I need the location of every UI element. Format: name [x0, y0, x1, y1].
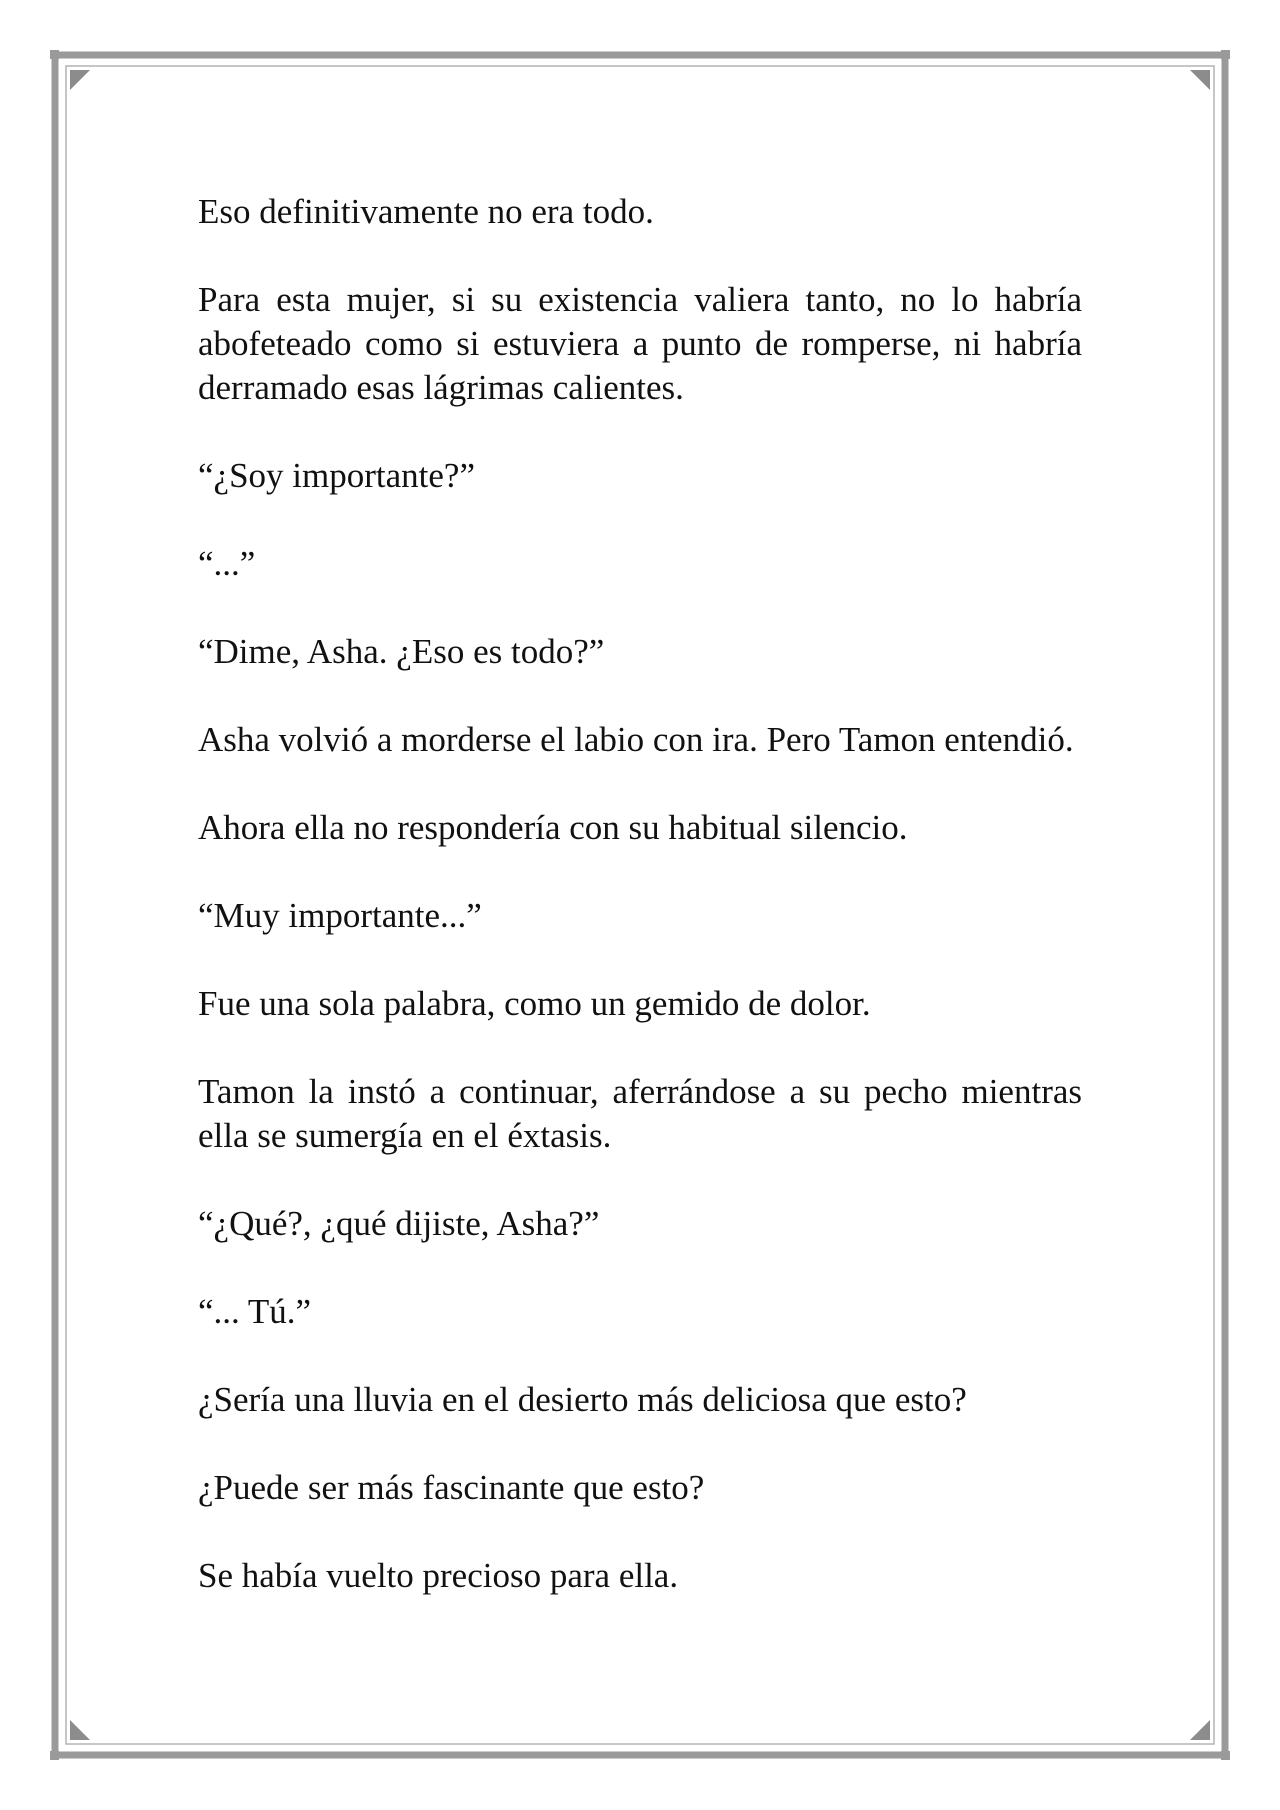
paragraph: Tamon la instó a continuar, aferrándose a su pecho mientras ella se sumergía en el éxtasis.: [198, 1072, 1082, 1155]
dialogue-line: “¿Qué?, ¿qué dijiste, Asha?”: [198, 1204, 600, 1243]
paragraph: Asha volvió a morderse el labio con ira. Pero Tamon entendió.: [198, 720, 1074, 759]
paragraph: Ahora ella no respondería con su habitual silencio.: [198, 808, 908, 847]
dialogue-line: “Muy importante...”: [198, 896, 482, 935]
paragraph: Para esta mujer, si su existencia valiera tanto, no lo habría abofeteado como si estuviera a punto de romperse, ni habría derramado esas lágrimas calientes.: [198, 280, 1082, 407]
dialogue-line: “...”: [198, 544, 256, 583]
dialogue-line: “¿Soy importante?”: [198, 456, 475, 495]
paragraph: Fue una sola palabra, como un gemido de dolor.: [198, 984, 871, 1023]
page-body-text: [198, 190, 1082, 1598]
paragraph: Se había vuelto precioso para ella.: [198, 1556, 679, 1595]
dialogue-line: “Dime, Asha. ¿Eso es todo?”: [198, 632, 605, 671]
dialogue-line: “... Tú.”: [198, 1292, 312, 1331]
paragraph: ¿Puede ser más fascinante que esto?: [198, 1468, 705, 1507]
paragraph: Eso definitivamente no era todo.: [198, 192, 654, 231]
paragraph: ¿Sería una lluvia en el desierto más deliciosa que esto?: [198, 1380, 967, 1419]
